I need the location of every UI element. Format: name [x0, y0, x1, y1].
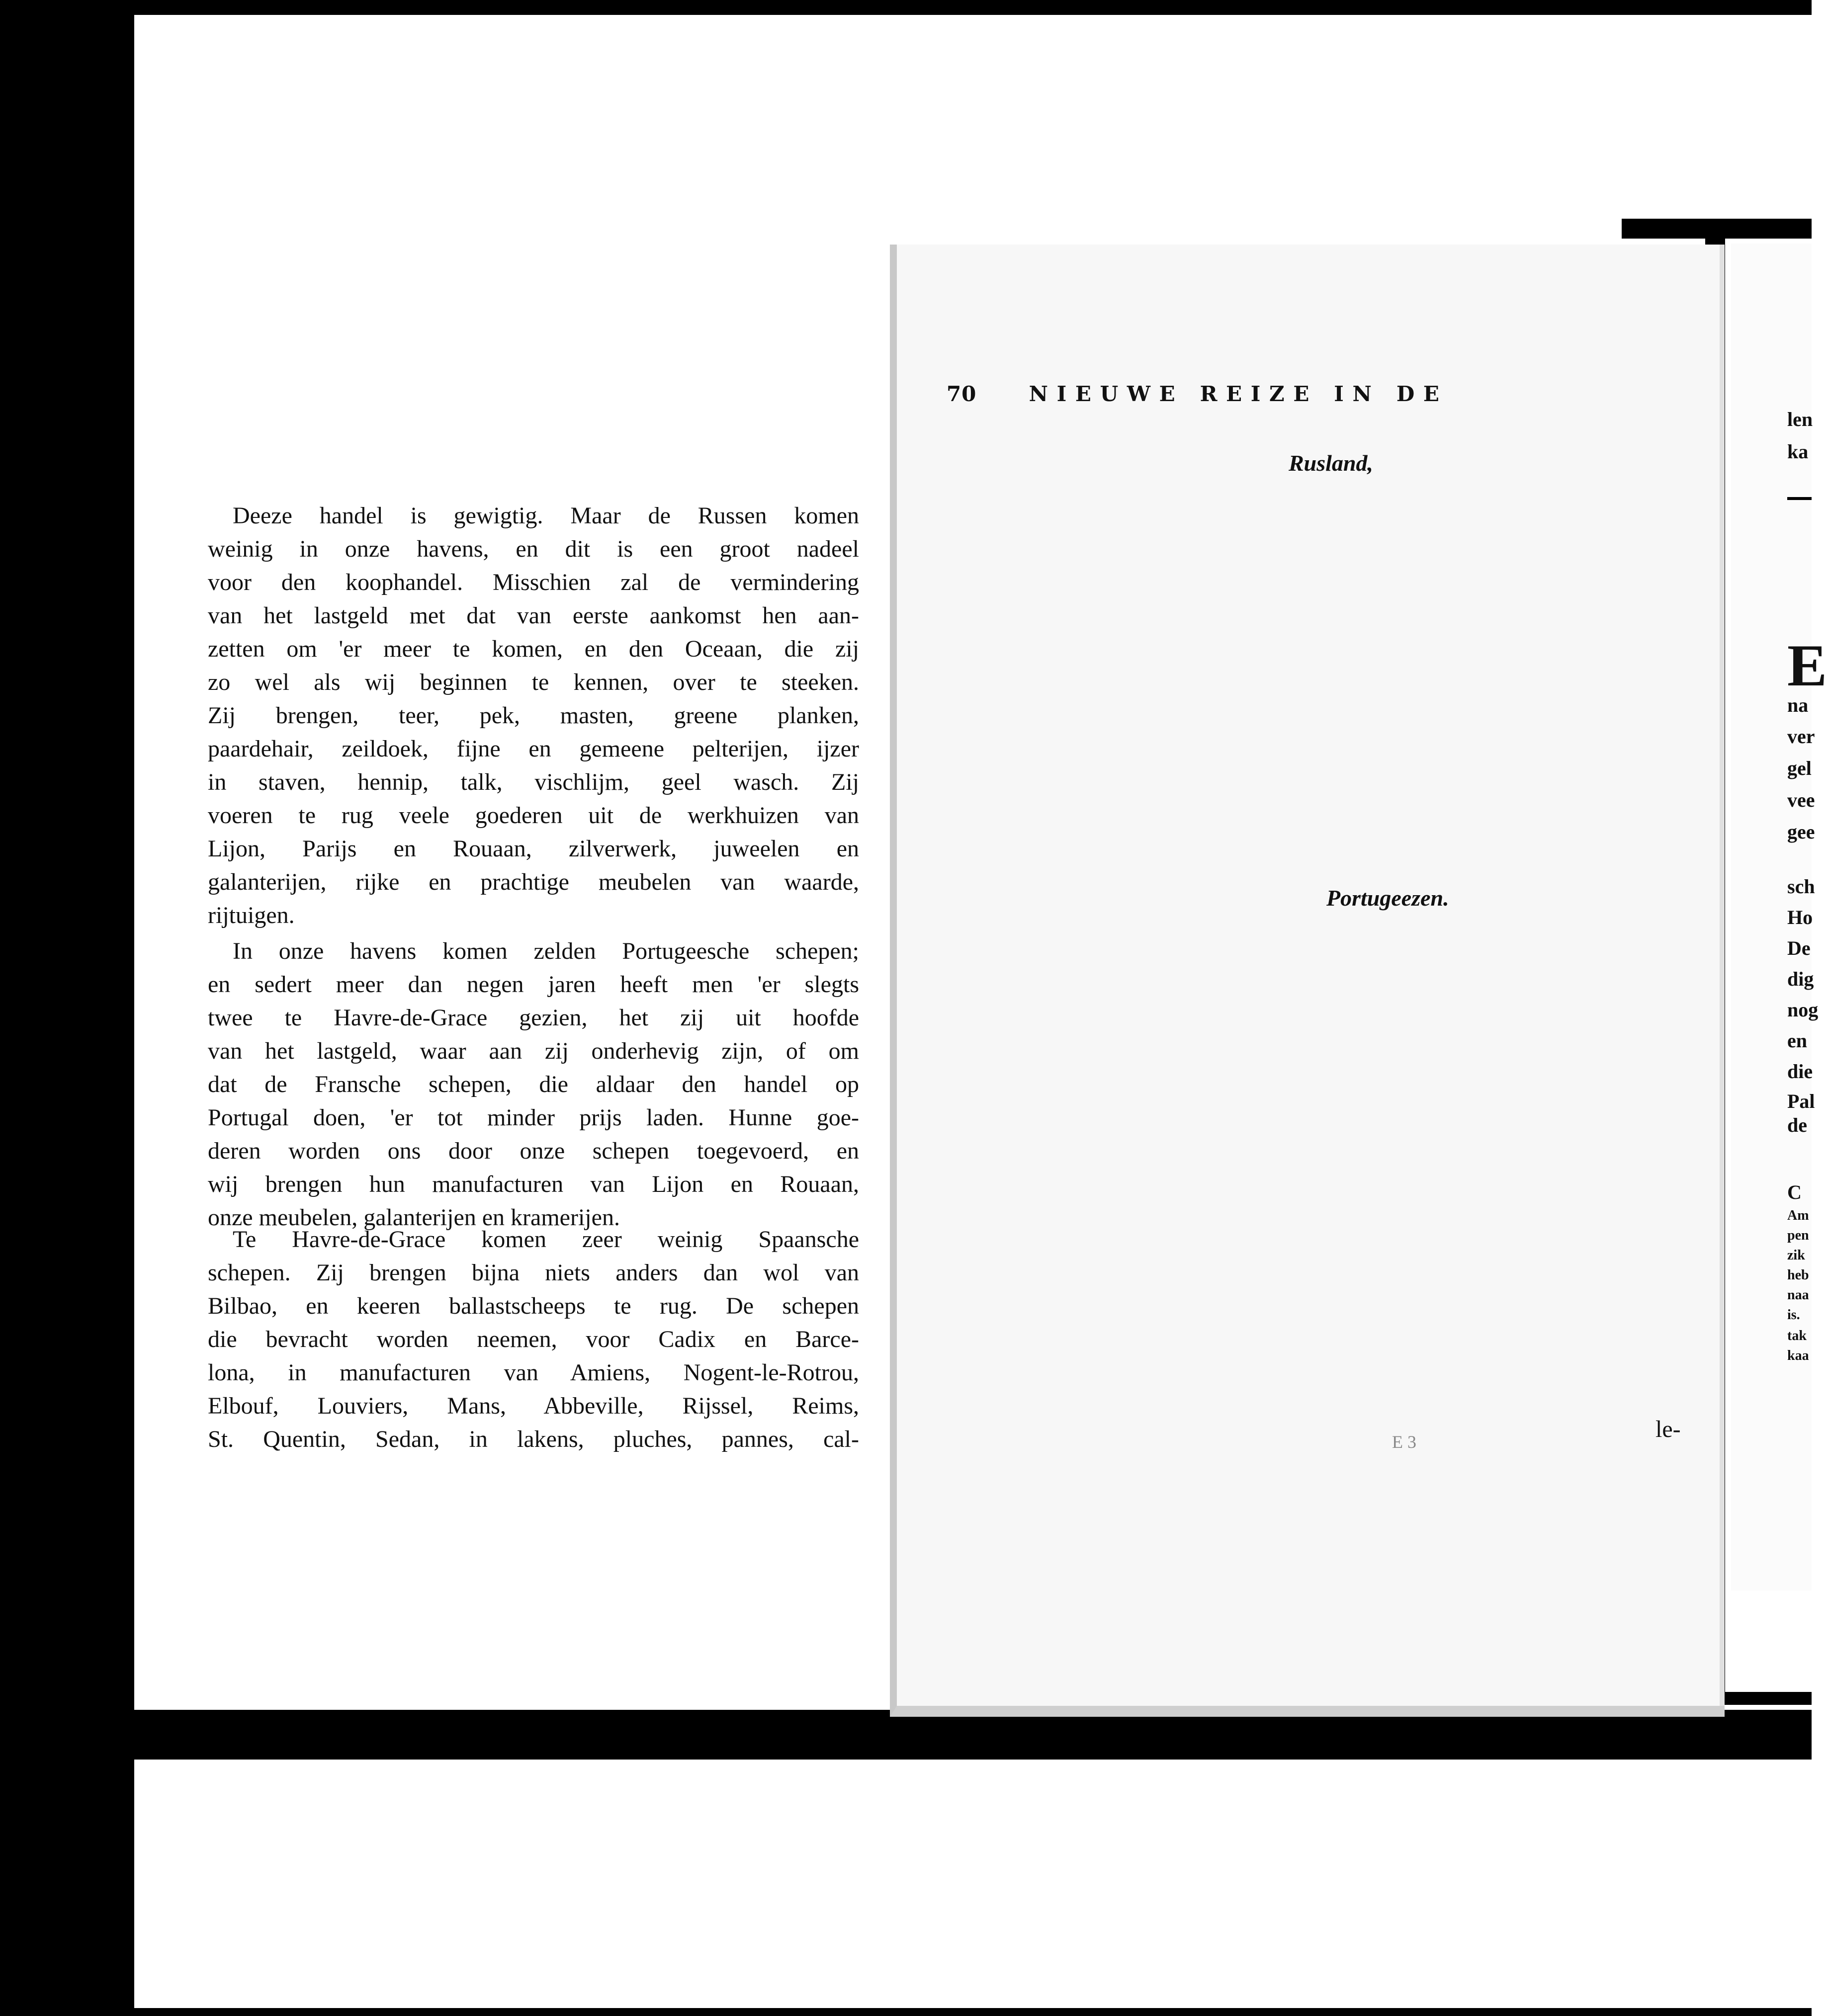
adjacent-text-fragment: de: [1787, 1114, 1807, 1136]
text-line: Lijon, Parijs en Rouaan, zilverwerk, juweelen en: [208, 836, 859, 862]
scan-border-bottom-strip: [0, 2008, 1812, 2016]
adjacent-text-fragment: De: [1787, 937, 1811, 959]
text-line: In onze havens komen zelden Portugeesche schepen;: [233, 938, 859, 964]
adjacent-text-fragment: sch: [1787, 875, 1815, 898]
text-line: wij brengen hun manufacturen van Lijon en Rouaan,: [208, 1171, 859, 1197]
text-line: zetten om 'er meer te komen, en den Oceaan, die zij: [208, 636, 859, 662]
paragraph: [208, 934, 859, 968]
text-line: galanterijen, rijke en prachtige meubelen van waarde,: [208, 869, 859, 895]
running-head: [947, 382, 1667, 406]
adjacent-text-fragment: die: [1787, 1060, 1813, 1083]
text-line: Zij brengen, teer, pek, masten, greene planken,: [208, 702, 859, 729]
adjacent-text-fragment: na: [1787, 694, 1809, 716]
paragraph: [208, 499, 859, 532]
scan-border-bottom: [0, 1710, 1812, 1760]
adjacent-text-fragment: Pal: [1787, 1090, 1815, 1112]
adjacent-initial-letter: E: [1787, 632, 1827, 698]
adjacent-text-fragment: tak: [1787, 1328, 1807, 1344]
text-line: deren worden ons door onze schepen toegevoerd, en: [208, 1138, 859, 1164]
adjacent-text-fragment: is.: [1787, 1307, 1800, 1323]
text-line: paardehair, zeildoek, fijne en gemeene pelterijen, ijzer: [208, 736, 859, 762]
paragraph: [208, 532, 859, 932]
text-line: St. Quentin, Sedan, in lakens, pluches, pannes, cal-: [208, 1426, 859, 1452]
adjacent-text-fragment: ka: [1787, 440, 1809, 463]
adjacent-text-fragment: naa: [1787, 1287, 1809, 1303]
text-line: onze meubelen, galanterijen en kramerijen.: [208, 1204, 620, 1231]
paragraph: [208, 1223, 859, 1256]
running-title: NIEUWE REIZE IN DE: [1029, 382, 1448, 406]
adjacent-text-fragment: heb: [1787, 1267, 1809, 1283]
text-line: voeren te rug veele goederen uit de werkhuizen van: [208, 802, 859, 829]
adjacent-text-fragment: gel: [1787, 757, 1812, 779]
section-heading: Rusland,: [1289, 450, 1374, 476]
adjacent-text-fragment: len: [1787, 408, 1813, 430]
text-line: in staven, hennip, talk, vischlijm, geel wasch. Zij: [208, 769, 859, 795]
scan-border-top: [0, 0, 1812, 15]
adjacent-text-fragment: gee: [1787, 821, 1815, 843]
adjacent-text-fragment: vee: [1787, 789, 1815, 811]
text-line: voor den koophandel. Misschien zal de vermindering: [208, 569, 859, 595]
text-line: die bevracht worden neemen, voor Cadix en Barce-: [208, 1326, 859, 1352]
adjacent-text-fragment: C: [1787, 1181, 1802, 1203]
text-line: Bilbao, en keeren ballastscheeps te rug. De schepen: [208, 1293, 859, 1319]
adjacent-text-fragment: dig: [1787, 968, 1814, 990]
adjacent-text-fragment: pen: [1787, 1228, 1809, 1243]
text-line: Elbouf, Louviers, Mans, Abbeville, Rijssel, Reims,: [208, 1393, 859, 1419]
text-line: en sedert meer dan negen jaren heeft men 'er slegts: [208, 971, 859, 998]
text-line: rijtuigen.: [208, 902, 295, 928]
text-line: Portugal doen, 'er tot minder prijs laden. Hunne goe-: [208, 1104, 859, 1131]
page-number: 70: [947, 382, 977, 406]
text-line: twee te Havre-de-Grace gezien, het zij uit hoofde: [208, 1005, 859, 1031]
text-line: zo wel als wij beginnen te kennen, over te steeken.: [208, 669, 859, 695]
text-line: weinig in onze havens, en dit is een groot nadeel: [208, 536, 859, 562]
text-line: van het lastgeld met dat van eerste aankomst hen aan-: [208, 602, 859, 629]
adjacent-text-fragment: en: [1787, 1029, 1807, 1052]
text-line: Te Havre-de-Grace komen zeer weinig Spaansche: [233, 1226, 859, 1253]
text-line: Deeze handel is gewigtig. Maar de Russen komen: [233, 503, 859, 529]
adjacent-text-fragment: Am: [1787, 1208, 1809, 1223]
adjacent-text-fragment: nog: [1787, 999, 1819, 1021]
adjacent-text-fragment: zik: [1787, 1248, 1805, 1263]
catchword: le-: [1655, 1416, 1681, 1442]
adjacent-rule: [1787, 497, 1812, 500]
adjacent-text-fragment: kaa: [1787, 1348, 1809, 1363]
text-line: van het lastgeld, waar aan zij onderhevig zijn, of om: [208, 1038, 859, 1064]
signature-mark: E 3: [1392, 1432, 1416, 1452]
adjacent-text-fragment: Ho: [1787, 906, 1813, 928]
text-line: lona, in manufacturen van Amiens, Nogent-le-Rotrou,: [208, 1359, 859, 1386]
text-line: schepen. Zij brengen bijna niets anders dan wol van: [208, 1260, 859, 1286]
text-line: dat de Fransche schepen, die aldaar den handel op: [208, 1071, 859, 1097]
section-heading: Portugeezen.: [1326, 885, 1449, 911]
paragraph: [208, 1256, 859, 1456]
paragraph: [208, 968, 859, 1234]
adjacent-text-fragment: ver: [1787, 725, 1815, 748]
